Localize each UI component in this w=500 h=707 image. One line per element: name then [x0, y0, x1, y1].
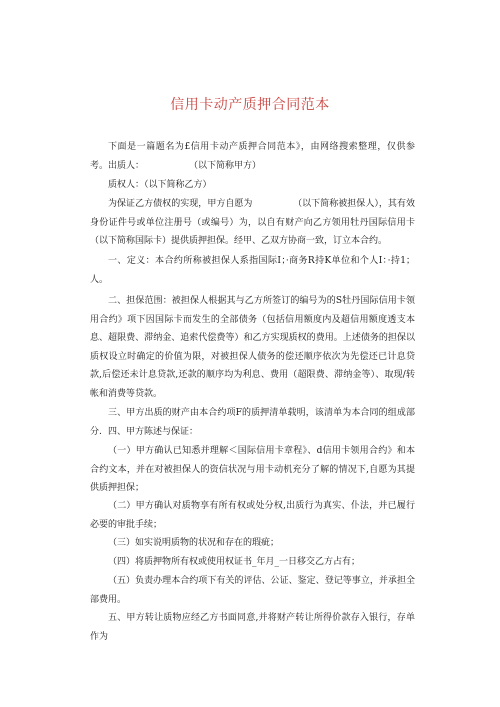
clause-1-definition: 一、定义：本合约所称被担保人系指国际Ⅰ；·商务R持K单位和个人Ⅰ：·持1；人。	[90, 256, 415, 285]
intro-paragraph: 下面是一篇题名为£信用卡动产质押合同范本》，由网络搜索整理，仅供参考。	[90, 142, 415, 171]
pledgee-line: 质权人：（以下简称乙方）	[108, 180, 212, 190]
clause-4-item-4: （四）将质押物所有权或使用权证书_年月_一日移交乙方占有；	[108, 557, 361, 567]
clause-3-pledged-property: 三、甲方出质的财产由本合约项F的质押清单载明，该清单为本合同的组成部分.	[90, 408, 415, 437]
clause-5-transfer: 五、甲方转让质物应经乙方书面同意,并将财产转让所得价款存入银行，存单作为	[90, 613, 415, 642]
clause-4-item-5: （五）负责办理本合约项下有关的评估、公证、鉴定、登记等事立，并承担全部费用。	[90, 576, 415, 605]
clause-4-item-3: （三）如实说明质物的状况和存在的瑕疵；	[108, 538, 280, 548]
preamble-paragraph: 为保证乙方债权的实现，甲方自愿为 （以下简称被担保人），其有效身份证件号或单位注册号（或编号）为，以自有财产向乙方领用牡丹国际信用卡（以下简称国际卡）提供质押担保。经甲、乙双方协商一致，订立本合约。	[90, 199, 415, 247]
clause-4-item-2: （二）甲方确认对质物享有所有权或处分权,出质行为真实、仆法，并已履行必要的审批手续；	[90, 501, 415, 530]
clause-4-heading: 四、甲方陈述与保证：	[108, 427, 199, 437]
document-title: 信用卡动产质押合同范本	[170, 97, 330, 113]
pledgor-line: 出质人： （以下简称甲方）	[108, 161, 262, 171]
clause-2-scope: 二、担保范围：被担保人根据其与乙方所签订的编号为的S牡丹国际信用卡领用合约》项下因国际卡而发生的全部债务（包括信用额度内及超信用额度透支本息、超限费、滞纳金、追索代偿费等）和乙方实现质权的费用。上述债务的担保以质权设立时确定的价值为限，对被担保人债务的偿还顺序依次为先偿还已计息贷款,后偿还未计息贷款,还款的顺序均为利息、费用（超限费、滞纳金等）、取现/转帐和消费等贷款。	[90, 296, 415, 399]
clause-4-item-1: （一）甲方确认已知悉并理解＜国际信用卡章程》、d信用卡领用合约》和本合约文本，并在对被担保人的资信状况与用卡动机充分了解的情况下,自愿为其提供质押担保；	[90, 446, 415, 494]
